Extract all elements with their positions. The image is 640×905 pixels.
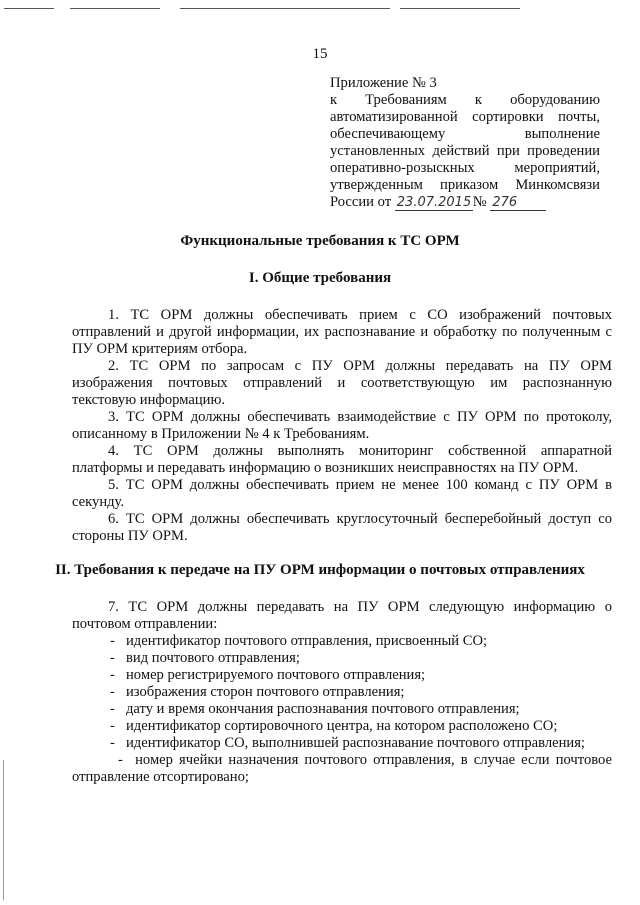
paragraph-line: стороны ПУ ОРМ. <box>72 528 188 544</box>
dash: - <box>110 701 115 717</box>
list-item <box>72 650 612 667</box>
list-item-text: изображения сторон почтового отправления; <box>126 684 405 700</box>
dash: - <box>118 752 123 768</box>
dash: - <box>110 718 115 734</box>
paragraph-2 <box>72 358 612 409</box>
paragraph-line: 7. ТС ОРМ должны передавать на ПУ ОРМ следующую информацию о <box>108 599 612 615</box>
list-item <box>72 735 612 752</box>
list-item-text: номер регистрируемого почтового отправления; <box>126 667 426 683</box>
paragraph-3 <box>72 409 612 443</box>
appendix-line: автоматизированной сортировки почты, <box>330 109 600 125</box>
paragraph-5 <box>72 477 612 511</box>
paragraph-6 <box>72 511 612 545</box>
dash: - <box>110 735 115 751</box>
section2-body <box>72 599 612 786</box>
appendix-prefix: России от <box>330 194 392 210</box>
handwritten-date: 23.07.2015 <box>396 195 472 210</box>
number-sign: № <box>472 194 487 210</box>
document-title: Функциональные требования к ТС ОРМ <box>180 233 460 249</box>
dash: - <box>110 684 115 700</box>
list-item <box>72 701 612 718</box>
paragraph-line: платформы и передавать информацию о возникших неисправностях на ПУ ОРМ. <box>72 460 579 476</box>
paragraph-line: 3. ТС ОРМ должны обеспечивать взаимодействие с ПУ ОРМ по протоколу, <box>108 409 612 425</box>
paragraph-line: 1. ТС ОРМ должны обеспечивать прием с СО изображений почтовых <box>108 307 612 323</box>
paragraph-4 <box>72 443 612 477</box>
list-item <box>72 718 612 735</box>
paragraph-line: изображения почтовых отправлений и соответствующую им распознанную <box>72 375 612 391</box>
list-item-text: вид почтового отправления; <box>126 650 300 666</box>
paragraph-line: ПУ ОРМ критериям отбора. <box>72 341 248 357</box>
appendix-line: Приложение № 3 <box>330 75 437 91</box>
list-item-text: дату и время окончания распознавания почтового отправления; <box>126 701 520 717</box>
list-item-text: идентификатор сортировочного центра, на котором расположено СО; <box>126 718 558 734</box>
dash: - <box>110 667 115 683</box>
paragraph-line: почтовом отправлении: <box>72 616 218 632</box>
paragraph-line: секунду. <box>72 494 125 510</box>
appendix-line: утвержденным приказом Минкомсвязи <box>330 177 600 193</box>
paragraph-line: 2. ТС ОРМ по запросам с ПУ ОРМ должны передавать на ПУ ОРМ <box>108 358 612 374</box>
paragraph-line: 6. ТС ОРМ должны обеспечивать круглосуточный бесперебойный доступ со <box>108 511 612 527</box>
list-item <box>72 684 612 701</box>
section2-heading: II. Требования к передаче на ПУ ОРМ информации о почтовых отправлениях <box>55 562 585 578</box>
handwritten-number: 276 <box>490 196 546 211</box>
dash: - <box>110 650 115 666</box>
dash: - <box>110 633 115 649</box>
appendix-order-line <box>330 194 600 211</box>
appendix-line: к Требованиям к оборудованию <box>330 92 600 108</box>
appendix-header <box>330 75 600 211</box>
scan-edge <box>3 760 4 900</box>
paragraph-line: отправлений и другой информации, их распознавание и обработку по полученным с <box>72 324 612 340</box>
section1-body <box>72 307 612 545</box>
appendix-line: установленных действий при проведении <box>330 143 600 159</box>
list-item-text: идентификатор почтового отправления, присвоенный СО; <box>126 633 488 649</box>
scan-artifact <box>70 8 160 9</box>
list-item-wrapped <box>72 752 612 786</box>
scan-artifact <box>180 8 390 9</box>
paragraph-7 <box>72 599 612 633</box>
paragraph-line: 5. ТС ОРМ должны обеспечивать прием не менее 100 команд с ПУ ОРМ в <box>108 477 612 493</box>
paragraph-1 <box>72 307 612 358</box>
list-item-text: номер ячейки назначения почтового отправления, в случае если почтовое <box>135 752 613 768</box>
list-item-text: идентификатор СО, выполнившей распознавание почтового отправления; <box>126 735 585 751</box>
scan-artifact <box>4 8 54 9</box>
scan-artifact <box>400 8 520 9</box>
appendix-line: оперативно-розыскных мероприятий, <box>330 160 600 176</box>
paragraph-line <box>72 752 612 769</box>
paragraph-line: описанному в Приложении № 4 к Требованиям. <box>72 426 370 442</box>
paragraph-line: 4. ТС ОРМ должны выполнять мониторинг собственной аппаратной <box>108 443 612 459</box>
section1-heading: I. Общие требования <box>248 270 392 286</box>
list-item <box>72 667 612 684</box>
page-number: 15 <box>312 46 328 62</box>
list-item <box>72 633 612 650</box>
appendix-line: обеспечивающему выполнение <box>330 126 600 142</box>
paragraph-line: отправление отсортировано; <box>72 769 249 785</box>
paragraph-line: текстовую информацию. <box>72 392 226 408</box>
